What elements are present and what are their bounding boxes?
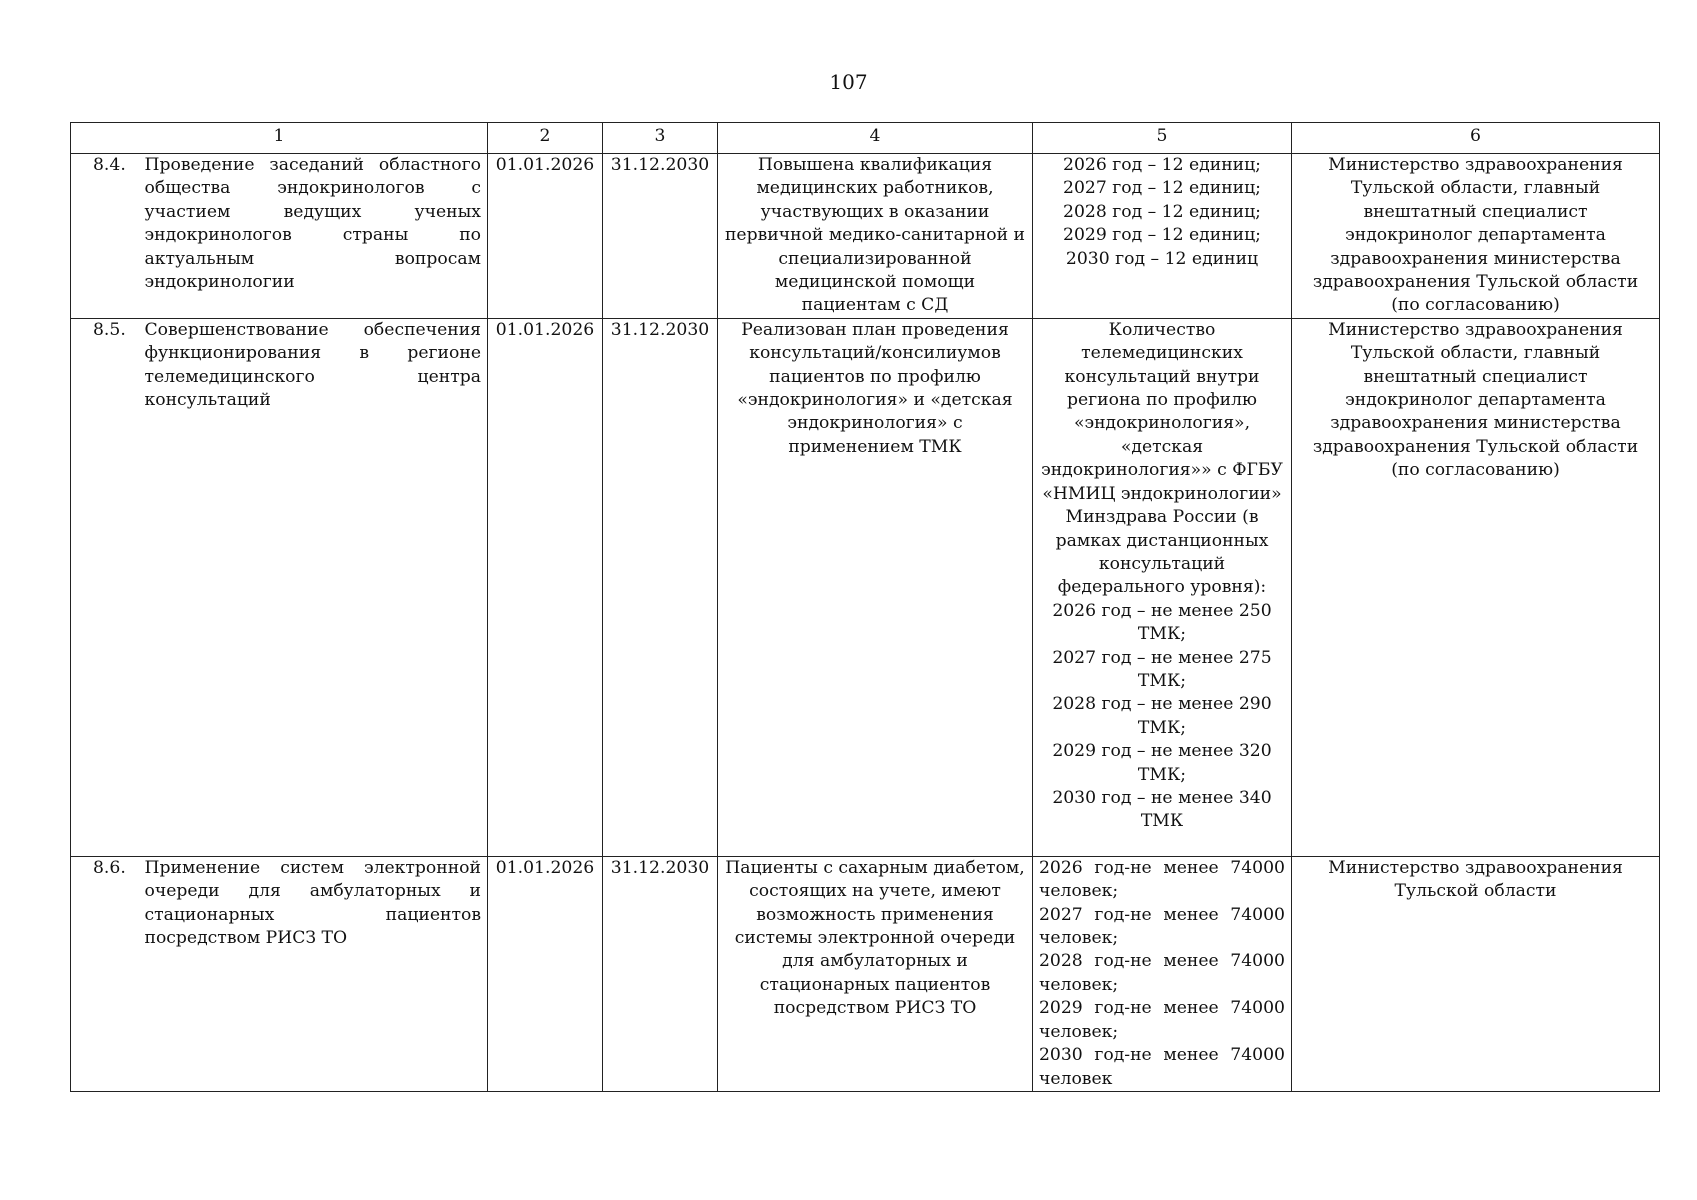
activity-cell: Совершенствование обеспечения функционирования в регионе телемедицинского центра консультаций: [139, 318, 488, 856]
indicator-line: 2028 год-не менее 74000 человек;: [1039, 951, 1285, 995]
header-cell-6: 6: [1292, 123, 1660, 154]
page-number: 107: [829, 70, 868, 94]
result-cell: Реализован план проведения консультаций/консилиумов пациентов по профилю «эндокринология» и «детская эндокринология» с применением ТМК: [718, 318, 1033, 856]
indicator-line: 2029 год-не менее 74000 человек;: [1039, 998, 1285, 1042]
header-cell-4: 4: [718, 123, 1033, 154]
header-row: [71, 123, 1660, 154]
result-cell: Повышена квалификация медицинских работников, участвующих в оказании первичной медико-санитарной и специализированной медицинской помощи пациентам с СД: [718, 154, 1033, 319]
row-number: 8.4.: [71, 154, 139, 319]
indicators-cell: [1033, 856, 1292, 1091]
responsible-cell: Министерство здравоохранения Тульской области, главный внештатный специалист эндокринолог департамента здравоохранения министерства здравоохранения Тульской области (по согласованию): [1292, 154, 1660, 319]
responsible-cell: Министерство здравоохранения Тульской области, главный внештатный специалист эндокринолог департамента здравоохранения министерства здравоохранения Тульской области (по согласованию): [1292, 318, 1660, 856]
indicator-line: Количество телемедицинских консультаций внутри региона по профилю «эндокринология», «детская эндокринология»» с ФГБУ «НМИЦ эндокринологии» Минздрава России (в рамках дистанционных консультаций федерального уровня):: [1041, 319, 1283, 598]
indicator-line: 2026 год – не менее 250 ТМК;: [1052, 600, 1272, 645]
indicator-line: 2026 год – 12 единиц;: [1063, 155, 1261, 175]
header-cell-3: 3: [603, 123, 718, 154]
responsible-cell: Министерство здравоохранения Тульской области: [1292, 856, 1660, 1091]
result-cell: Пациенты с сахарным диабетом, состоящих на учете, имеют возможность применения системы электронной очереди для амбулаторных и стационарных пациентов посредством РИСЗ ТО: [718, 856, 1033, 1091]
start-date-cell: 01.01.2026: [488, 318, 603, 856]
indicator-line: 2029 год – не менее 320 ТМК;: [1052, 741, 1272, 785]
start-date-cell: 01.01.2026: [488, 856, 603, 1091]
header-cell-5: 5: [1033, 123, 1292, 154]
activity-cell: Проведение заседаний областного общества эндокринологов с участием ведущих ученых эндокринологов страны по актуальным вопросам эндокринологии: [139, 154, 488, 319]
table-row: [71, 154, 1660, 319]
end-date-cell: 31.12.2030: [603, 154, 718, 319]
table-row: [71, 856, 1660, 1091]
end-date-cell: 31.12.2030: [603, 856, 718, 1091]
indicator-line: 2030 год – 12 единиц: [1065, 248, 1259, 269]
indicators-cell: [1033, 318, 1292, 856]
indicator-line: 2027 год – 12 единиц;: [1063, 178, 1261, 199]
activity-cell: Применение систем электронной очереди для амбулаторных и стационарных пациентов посредством РИСЗ ТО: [139, 856, 488, 1091]
indicator-line: 2028 год – не менее 290 ТМК;: [1052, 694, 1272, 738]
indicator-line: 2028 год – 12 единиц;: [1063, 201, 1261, 222]
indicator-line: 2027 год-не менее 74000 человек;: [1039, 904, 1285, 949]
indicator-line: 2030 год-не менее 74000 человек: [1039, 1045, 1285, 1089]
row-number: 8.6.: [71, 856, 139, 1091]
table-row: [71, 318, 1660, 856]
indicators-cell: [1033, 154, 1292, 319]
start-date-cell: 01.01.2026: [488, 154, 603, 319]
header-cell-2: 2: [488, 123, 603, 154]
end-date-cell: 31.12.2030: [603, 318, 718, 856]
indicator-line: 2027 год – не менее 275 ТМК;: [1052, 647, 1272, 691]
indicator-line: 2029 год – 12 единиц;: [1063, 225, 1261, 246]
row-number: 8.5.: [71, 318, 139, 856]
indicator-line: 2026 год-не менее 74000 человек;: [1039, 857, 1285, 902]
plan-table: [70, 122, 1660, 1092]
indicator-line: 2030 год – не менее 340 ТМК: [1052, 787, 1272, 832]
header-cell-1: 1: [71, 123, 488, 154]
